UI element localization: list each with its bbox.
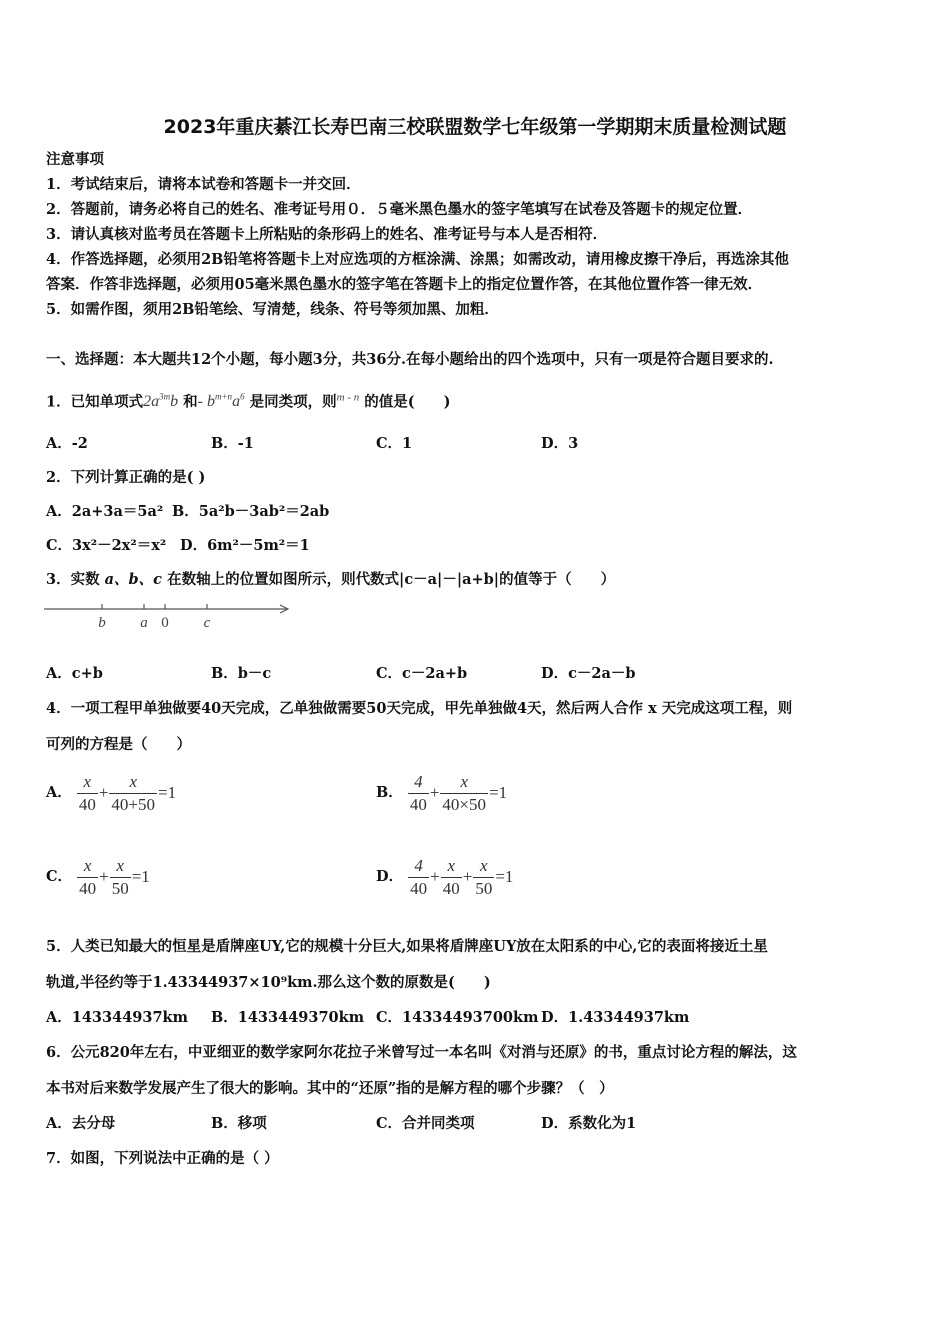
q2-option-b[interactable]: B．5a²b－3ab²＝2ab bbox=[172, 503, 330, 520]
q5-option-a[interactable]: A．143344937km bbox=[46, 1009, 188, 1026]
q4-option-d[interactable]: D． $\frac{4}{40}$ + $\frac{x}{40}$ + $\frac{x}{50}$ =1 bbox=[376, 855, 514, 898]
q1-option-c[interactable]: C．1 bbox=[376, 435, 413, 452]
q1-option-b[interactable]: B．-1 bbox=[211, 435, 254, 452]
question-2-stem: 2．下列计算正确的是( ) bbox=[46, 469, 206, 486]
question-4-line-1: 4．一项工程甲单独做要40天完成，乙单独做需要50天完成，甲先单独做4天，然后两人合作 x 天完成这项工程，则 bbox=[46, 700, 793, 717]
notice-heading: 注意事项 bbox=[46, 151, 104, 168]
q1-option-d[interactable]: D．3 bbox=[541, 435, 579, 452]
q1-prefix: 1．已知单项式 bbox=[46, 393, 144, 411]
axis-label-c: c bbox=[203, 615, 211, 631]
q3-option-c[interactable]: C．c－2a+b bbox=[376, 665, 468, 682]
q6-option-a[interactable]: A．去分母 bbox=[46, 1115, 116, 1132]
q1-option-a[interactable]: A．-2 bbox=[46, 435, 88, 452]
q3-option-a[interactable]: A．c+b bbox=[46, 665, 103, 682]
section-heading: 一、选择题：本大题共12个小题，每小题3分，共36分.在每小题给出的四个选项中，只有一项是符合题目要求的. bbox=[46, 351, 774, 368]
notice-item: 3．请认真核对监考员在答题卡上所粘贴的条形码上的姓名、准考证号与本人是否相符． bbox=[46, 226, 608, 243]
axis-label-b: b bbox=[98, 615, 106, 631]
question-6-line-2: 本书对后来数学发展产生了很大的影响。其中的“还原”指的是解方程的哪个步骤？（ ） bbox=[46, 1080, 614, 1097]
q4-option-c[interactable]: C． $\frac{x}{40}$ + $\frac{x}{50}$ =1 bbox=[46, 855, 150, 898]
q3-option-d[interactable]: D．c－2a－b bbox=[541, 665, 636, 682]
q6-option-b[interactable]: B．移项 bbox=[211, 1115, 267, 1132]
question-5-line-1: 5．人类已知最大的恒星是盾牌座UY,它的规模十分巨大,如果将盾牌座UY放在太阳系的中心,它的表面将接近土星 bbox=[46, 938, 768, 955]
axis-label-0: 0 bbox=[161, 615, 169, 631]
q2-option-c[interactable]: C．3x²－2x²＝x² bbox=[46, 537, 167, 554]
monomial-2: - $b^{m+n}a^6$ bbox=[197, 392, 245, 411]
q1-mid2: 是同类项，则 bbox=[249, 393, 337, 411]
monomial-1: $2a^{3m}b$ bbox=[143, 392, 179, 411]
notice-item: 2．答题前，请务必将自己的姓名、准考证号用０．５毫米黑色墨水的签字笔填写在试卷及答题卡的规定位置． bbox=[46, 201, 753, 218]
notice-item: 1．考试结束后，请将本试卷和答题卡一并交回． bbox=[46, 176, 361, 193]
expression-m-minus-n: m - n bbox=[336, 391, 360, 404]
axis-label-a: a bbox=[140, 615, 148, 631]
q5-option-b[interactable]: B．1433449370km bbox=[211, 1009, 365, 1026]
question-5-line-2: 轨道,半径约等于1.43344937×10⁹km.那么这个数的原数是( ) bbox=[46, 974, 491, 991]
notice-item: 5．如需作图，须用2B铅笔绘、写清楚，线条、符号等须加黑、加粗． bbox=[46, 301, 499, 318]
notice-item: 4．作答选择题，必须用2B铅笔将答题卡上对应选项的方框涂满、涂黑；如需改动，请用橡皮擦干净后，再选涂其他 bbox=[46, 251, 789, 268]
q6-option-c[interactable]: C．合并同类项 bbox=[376, 1115, 475, 1132]
question-6-line-1: 6．公元820年左右，中亚细亚的数学家阿尔花拉子米曾写过一本名叫《对消与还原》的书，重点讨论方程的解法，这 bbox=[46, 1044, 797, 1061]
q6-option-d[interactable]: D．系数化为1 bbox=[541, 1115, 637, 1132]
q4-option-a[interactable]: A． $\frac{x}{40}$ + $\frac{x}{40+50}$ =1 bbox=[46, 771, 177, 814]
q1-mid: 和 bbox=[183, 393, 198, 411]
question-3-stem: 3．实数 a、b、c 在数轴上的位置如图所示，则代数式|c－a|－|a+b|的值等于（ ） bbox=[46, 571, 616, 588]
number-line-figure bbox=[44, 597, 294, 637]
q5-option-d[interactable]: D．1.43344937km bbox=[541, 1009, 690, 1026]
q3-option-b[interactable]: B．b－c bbox=[211, 665, 272, 682]
question-7-stem: 7．如图，下列说法中正确的是（ ） bbox=[46, 1150, 279, 1167]
q4-option-b[interactable]: B． $\frac{4}{40}$ + $\frac{x}{40\times 50}$ =1 bbox=[376, 771, 508, 814]
question-4-line-2: 可列的方程是（ ） bbox=[46, 736, 191, 753]
page-title: 2023年重庆綦江长寿巴南三校联盟数学七年级第一学期期末质量检测试题 bbox=[163, 116, 787, 138]
notice-item: 答案．作答非选择题，必须用05毫米黑色墨水的签字笔在答题卡上的指定位置作答，在其他位置作答一律无效． bbox=[46, 276, 763, 293]
q2-option-a[interactable]: A．2a+3a＝5a² bbox=[46, 503, 164, 520]
q2-option-d[interactable]: D．6m²－5m²＝1 bbox=[180, 537, 310, 554]
q5-option-c[interactable]: C．14334493700km bbox=[376, 1009, 539, 1026]
q1-suffix: 的值是( ) bbox=[364, 393, 451, 411]
question-1-stem bbox=[46, 382, 451, 417]
